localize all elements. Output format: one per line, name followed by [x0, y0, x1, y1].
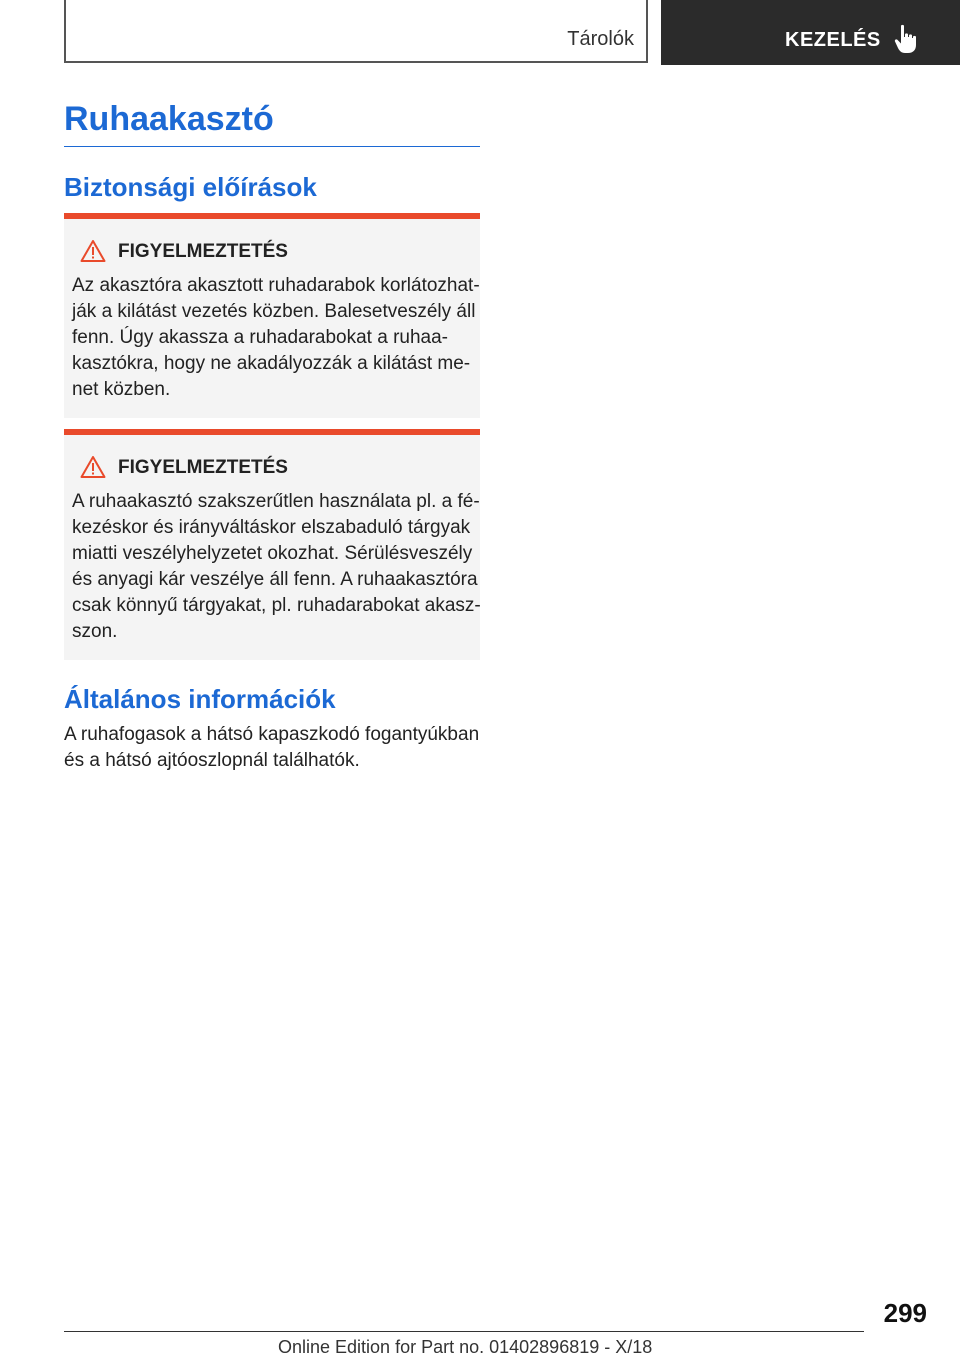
- warning-label: FIGYELMEZTETÉS: [118, 457, 288, 478]
- warning-line: Az akasztóra akasztott ruhadarabok korlátozhat-: [72, 275, 480, 296]
- warning-line: kezéskor és irányváltáskor elszabaduló tárgyak: [72, 517, 471, 538]
- warning-line: miatti veszélyhelyzetet okozhat. Sérülésveszély: [72, 543, 473, 564]
- warning-line: ják a kilátást vezetés közben. Balesetveszély áll: [72, 301, 476, 322]
- safety-heading: Biztonsági előírások: [64, 172, 317, 202]
- warning-line: csak könnyű tárgyakat, pl. ruhadarabokat akasz-: [72, 595, 481, 616]
- warning-triangle-icon: [80, 239, 106, 263]
- page-number: 299: [883, 1298, 927, 1328]
- warning-line: net közben.: [72, 379, 171, 400]
- warning-box-1: [64, 213, 480, 418]
- warning-line: kasztókra, hogy ne akadályozzák a kilátást me-: [72, 353, 471, 374]
- warning-text: [72, 489, 481, 645]
- body-line: A ruhafogasok a hátsó kapaszkodó fogantyúkban: [64, 724, 480, 745]
- footer-divider: [64, 1331, 864, 1332]
- warning-line: fenn. Úgy akassza a ruhadarabokat a ruhaa-: [72, 327, 449, 348]
- page-title: Ruhaakasztó: [64, 100, 274, 138]
- warning-box-2: [64, 429, 480, 660]
- warning-triangle-icon: [80, 455, 106, 479]
- title-divider: [64, 146, 480, 147]
- warning-text: [72, 273, 480, 403]
- header-section-label: Tárolók: [567, 28, 634, 50]
- warning-line: szon.: [72, 621, 118, 642]
- general-heading: Általános információk: [64, 684, 336, 714]
- header-chapter-tab: [661, 0, 960, 65]
- warning-line: A ruhaakasztó szakszerűtlen használata pl. a fé-: [72, 491, 480, 512]
- header-section-tab: [64, 0, 648, 63]
- general-text: [64, 722, 479, 774]
- warning-label: FIGYELMEZTETÉS: [118, 241, 288, 262]
- warning-line: és anyagi kár veszélye áll fenn. A ruhaakasztóra: [72, 569, 478, 590]
- footer-edition: Online Edition for Part no. 01402896819 - X/18: [278, 1337, 653, 1357]
- body-line: és a hátsó ajtóoszlopnál találhatók.: [64, 750, 360, 771]
- pointing-hand-icon: [894, 24, 920, 54]
- header-chapter-label: KEZELÉS: [785, 29, 881, 51]
